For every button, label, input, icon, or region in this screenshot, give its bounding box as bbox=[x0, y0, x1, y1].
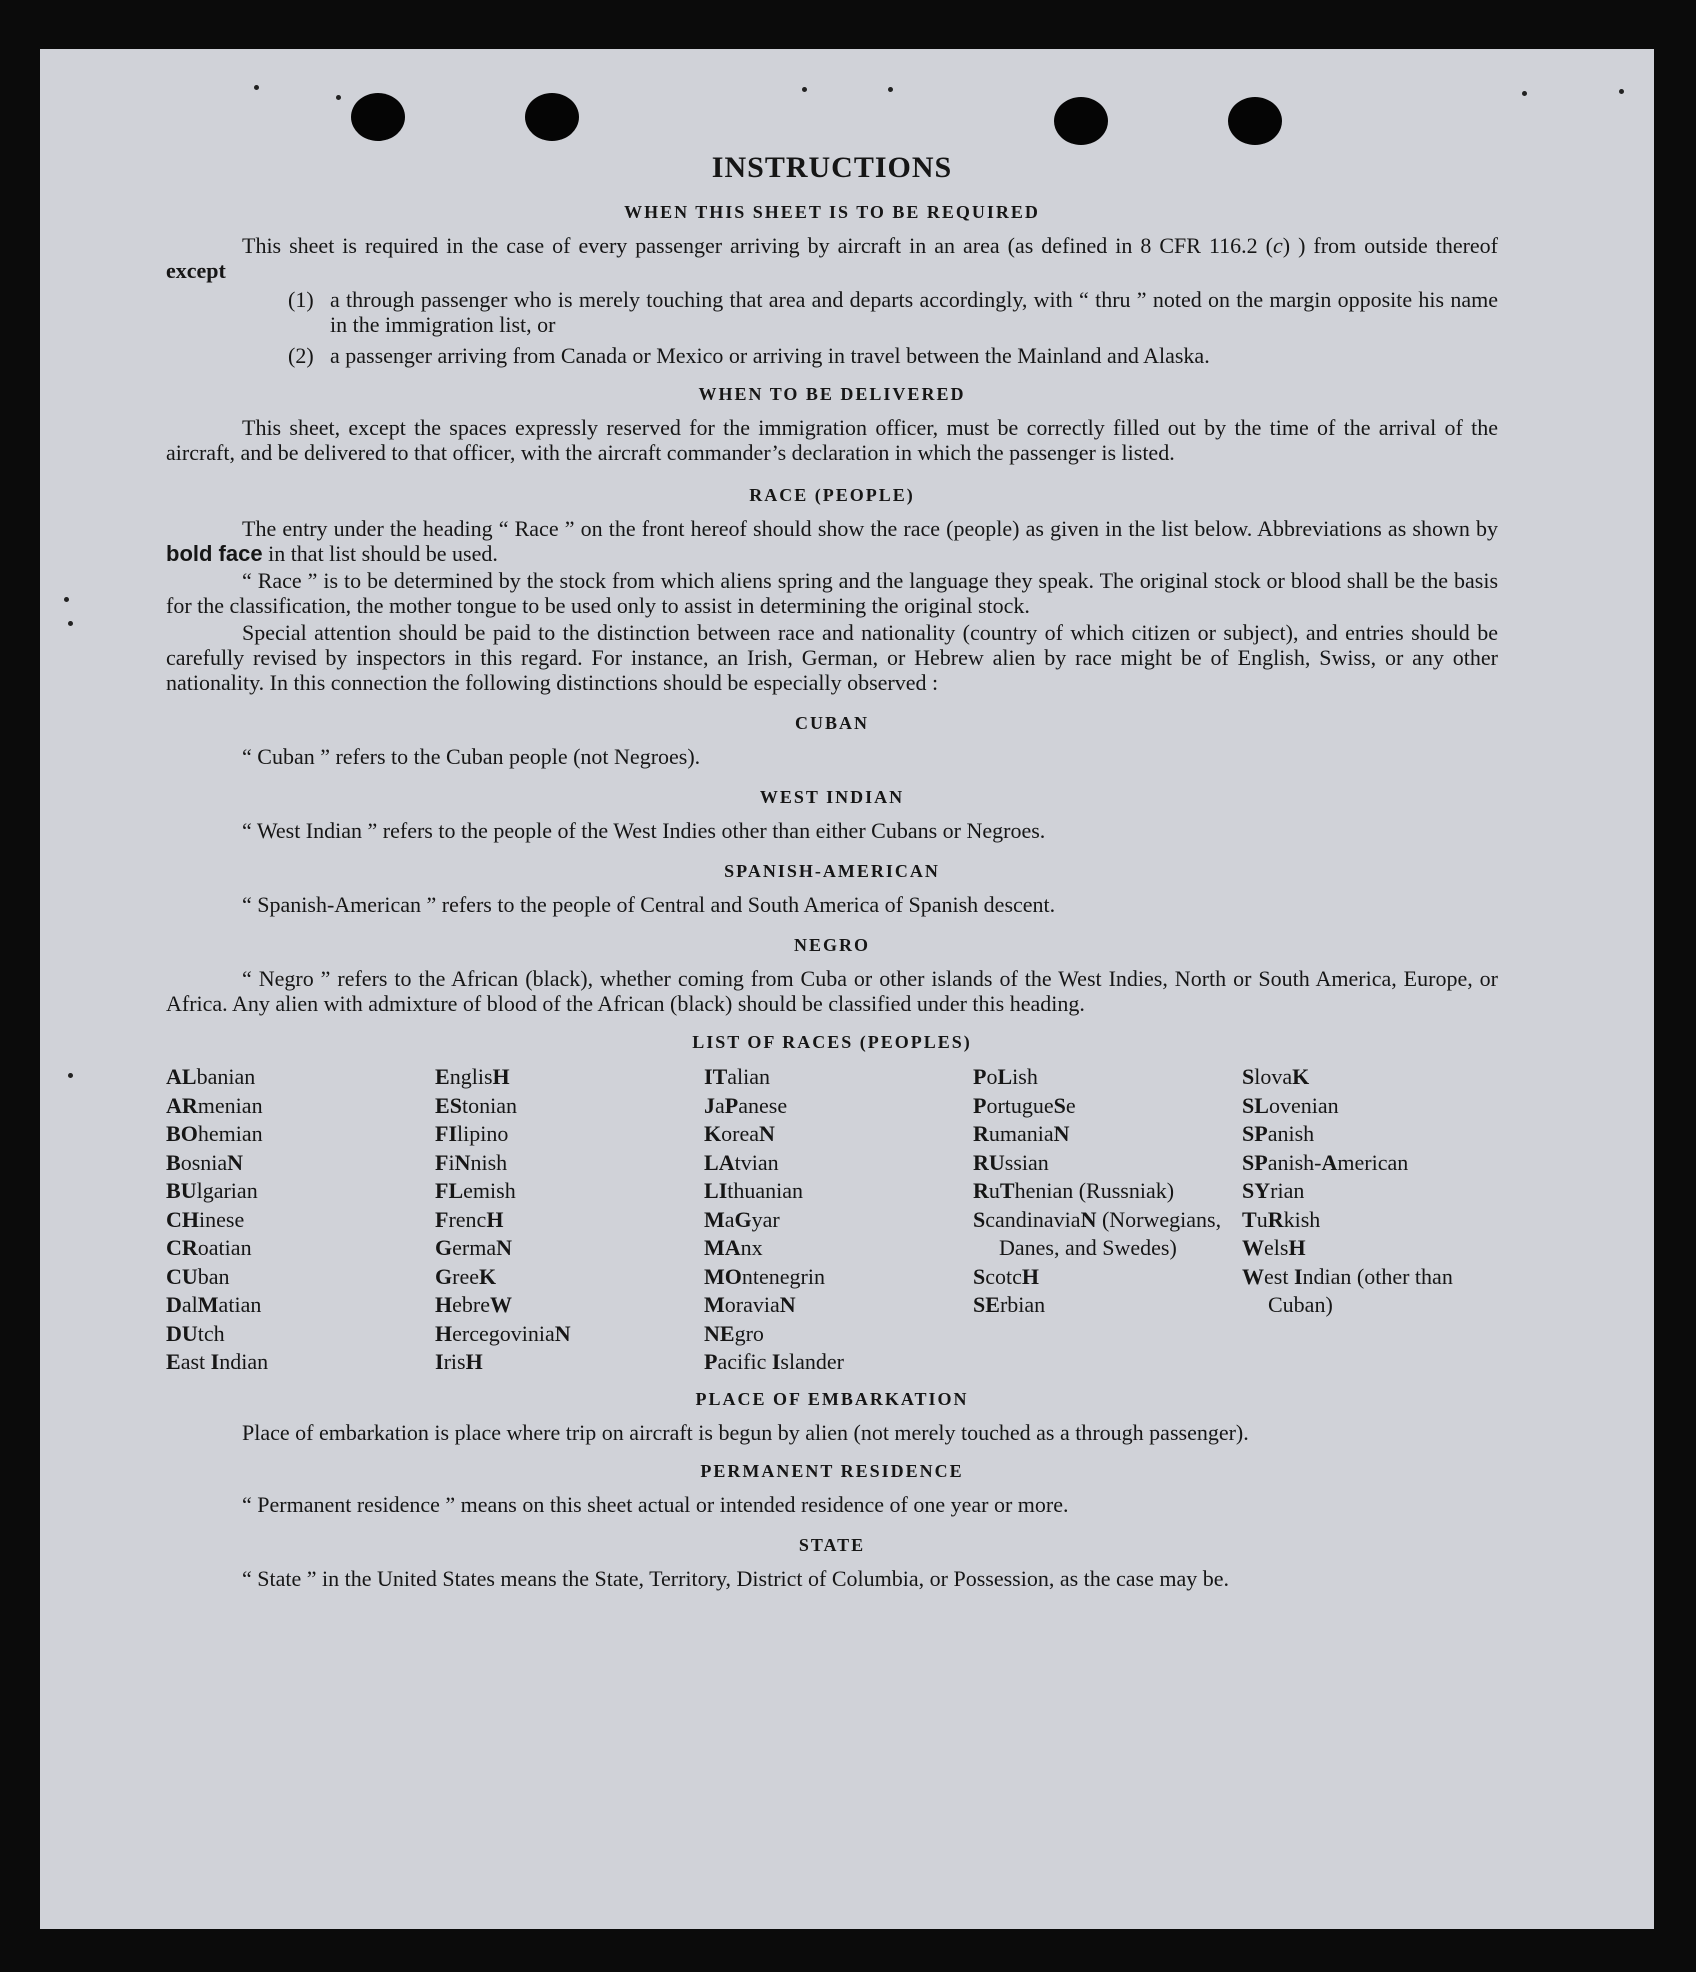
race-entry: HebreW bbox=[435, 1292, 512, 1317]
when-delivered-text: This sheet, except the spaces expressly reserved for the immigration officer, must be correctly filled out by the time of the arrival of the aircraft, and be delivered to that officer, with the aircraft commander’s declaration in which the passenger is listed. bbox=[166, 415, 1498, 465]
race-entry: ITalian bbox=[704, 1064, 771, 1089]
race-entry: CHinese bbox=[166, 1206, 245, 1232]
race-entry: CUban bbox=[166, 1263, 230, 1289]
race-entry: IrisH bbox=[435, 1349, 483, 1374]
race-entry: MoraviaN bbox=[704, 1292, 796, 1317]
race-entry: BosniaN bbox=[166, 1149, 244, 1175]
race-entry: TuRkish bbox=[1242, 1206, 1321, 1232]
exception-item: (1) a through passenger who is merely touching that area and departs accordingly, with “ thru ” noted on the margin opposite his name in the immigration list, or bbox=[288, 287, 1498, 337]
when-required-intro: This sheet is required in the case of every passenger arriving by aircraft in an area (as defined in 8 CFR 116.2 (c) ) from outside thereof except bbox=[166, 233, 1499, 283]
page-title: INSTRUCTIONS bbox=[711, 151, 953, 184]
race-entry: ALbanian bbox=[166, 1064, 256, 1089]
race-entry: FiNnish bbox=[435, 1149, 508, 1175]
speck bbox=[802, 87, 807, 92]
speck bbox=[336, 95, 341, 100]
negro-text: “ Negro ” refers to the African (black), whether coming from Cuba or other islands of the West Indies, North or South America, Europe, or Africa. Any alien with admixture of blood of the African (black) should be classified under this heading. bbox=[166, 966, 1498, 1016]
race-entry: CRoatian bbox=[166, 1235, 252, 1260]
race-entry: WelsH bbox=[1242, 1235, 1306, 1260]
heading-state: STATE bbox=[798, 1534, 866, 1555]
race-entry: LAtvian bbox=[704, 1149, 779, 1175]
heading-when-delivered: WHEN TO BE DELIVERED bbox=[698, 384, 966, 404]
race-entry: FrencH bbox=[435, 1206, 504, 1232]
race-entry: ScotcH bbox=[973, 1263, 1040, 1289]
west-indian-text: “ West Indian ” refers to the people of the West Indies other than either Cubans or Negroes. bbox=[242, 818, 1046, 843]
heading-west-indian: WEST INDIAN bbox=[759, 787, 905, 807]
heading-negro: NEGRO bbox=[793, 935, 870, 955]
race-entry: SlovaK bbox=[1242, 1064, 1310, 1089]
race-entry: ARmenian bbox=[166, 1092, 263, 1118]
race-entry: PoLish bbox=[973, 1064, 1038, 1089]
race-entry: LIthuanian bbox=[704, 1178, 804, 1203]
race-entry: HercegoviniaN bbox=[435, 1320, 571, 1346]
race-entry: NEgro bbox=[704, 1320, 764, 1346]
exception-item: (2) a passenger arriving from Canada or Mexico or arriving in travel between the Mainland and Alaska. bbox=[288, 343, 1210, 368]
race-entry: SYrian bbox=[1242, 1178, 1305, 1203]
race-entry: SPanish bbox=[1242, 1121, 1315, 1146]
embarkation-text: Place of embarkation is place where trip on aircraft is begun by alien (not merely touched as a through passenger). bbox=[242, 1419, 1249, 1445]
race-entry: FLemish bbox=[435, 1178, 516, 1203]
heading-list-of-races: LIST OF RACES (PEOPLES) bbox=[692, 1032, 972, 1052]
heading-residence: PERMANENT RESIDENCE bbox=[700, 1460, 964, 1481]
spanish-american-text: “ Spanish-American ” refers to the people of Central and South America of Spanish descent. bbox=[242, 892, 1056, 917]
race-entry: SPanish-American bbox=[1242, 1149, 1409, 1175]
race-entry: PortugueSe bbox=[973, 1092, 1076, 1118]
race-entry: SErbian bbox=[973, 1292, 1046, 1317]
speck bbox=[68, 1073, 73, 1078]
heading-race: RACE (PEOPLE) bbox=[749, 485, 915, 505]
races-column bbox=[704, 1063, 973, 1377]
race-paragraph-1: The entry under the heading “ Race ” on the front hereof should show the race (people) as given in the list below. Abbreviations as shown by bold face in that list should be used. bbox=[166, 516, 1498, 566]
race-entry: KoreaN bbox=[704, 1121, 775, 1146]
races-column bbox=[973, 1063, 1242, 1377]
race-entry: RUssian bbox=[973, 1149, 1049, 1175]
race-entry: ScandinaviaN (Norwegians, Danes, and Swedes) bbox=[973, 1206, 1222, 1260]
races-list bbox=[166, 1063, 1498, 1377]
race-entry: RumaniaN bbox=[973, 1121, 1070, 1146]
speck bbox=[64, 597, 69, 602]
race-entry: JaPanese bbox=[704, 1092, 788, 1118]
race-entry: MaGyar bbox=[704, 1206, 780, 1232]
cuban-text: “ Cuban ” refers to the Cuban people (not Negroes). bbox=[242, 744, 701, 769]
race-entry: DalMatian bbox=[166, 1292, 262, 1317]
speck bbox=[888, 87, 893, 92]
race-paragraph-3: Special attention should be paid to the distinction between race and nationality (country of which citizen or subject), and entries should be carefully revised by inspectors in this regard. For instance, an Irish, German, or Hebrew alien by race might be of English, Swiss, or any other nationality. In this connection the following distinctions should be especially observed : bbox=[166, 620, 1498, 695]
races-column bbox=[435, 1063, 704, 1377]
races-column bbox=[166, 1063, 435, 1377]
heading-spanish-american: SPANISH-AMERICAN bbox=[724, 861, 940, 881]
state-text: “ State ” in the United States means the State, Territory, District of Columbia, or Possession, as the case may be. bbox=[242, 1565, 1230, 1591]
race-entry: MAnx bbox=[704, 1235, 763, 1260]
race-entry: East Indian bbox=[166, 1349, 269, 1374]
race-entry: Pacific Islander bbox=[704, 1349, 844, 1374]
speck bbox=[68, 621, 73, 626]
speck bbox=[1522, 91, 1527, 96]
race-entry: GreeK bbox=[435, 1263, 497, 1289]
race-entry: RuThenian (Russniak) bbox=[973, 1178, 1175, 1203]
speck bbox=[1619, 89, 1624, 94]
race-entry: MOntenegrin bbox=[704, 1263, 825, 1289]
speck bbox=[254, 85, 259, 90]
race-entry: GermaN bbox=[435, 1235, 512, 1260]
race-entry: DUtch bbox=[166, 1320, 225, 1346]
race-paragraph-2: “ Race ” is to be determined by the stock from which aliens spring and the language they speak. The original stock or blood shall be the basis for the classification, the mother tongue to be used only to assist in determining the original stock. bbox=[166, 568, 1498, 618]
race-entry: EStonian bbox=[435, 1092, 517, 1118]
residence-text: “ Permanent residence ” means on this sheet actual or intended residence of one year or more. bbox=[242, 1491, 1069, 1517]
heading-cuban: CUBAN bbox=[794, 713, 869, 733]
race-entry: FIlipino bbox=[435, 1121, 509, 1146]
race-entry: BUlgarian bbox=[166, 1178, 258, 1203]
race-entry: West Indian (other than Cuban) bbox=[1242, 1263, 1453, 1317]
race-entry: BOhemian bbox=[166, 1121, 263, 1146]
races-column bbox=[1242, 1063, 1511, 1377]
instructions-content bbox=[166, 110, 1498, 1593]
heading-when-required: WHEN THIS SHEET IS TO BE REQUIRED bbox=[624, 202, 1040, 222]
race-entry: SLovenian bbox=[1242, 1092, 1339, 1118]
race-entry: EnglisH bbox=[435, 1064, 510, 1089]
heading-embarkation: PLACE OF EMBARKATION bbox=[695, 1388, 969, 1409]
